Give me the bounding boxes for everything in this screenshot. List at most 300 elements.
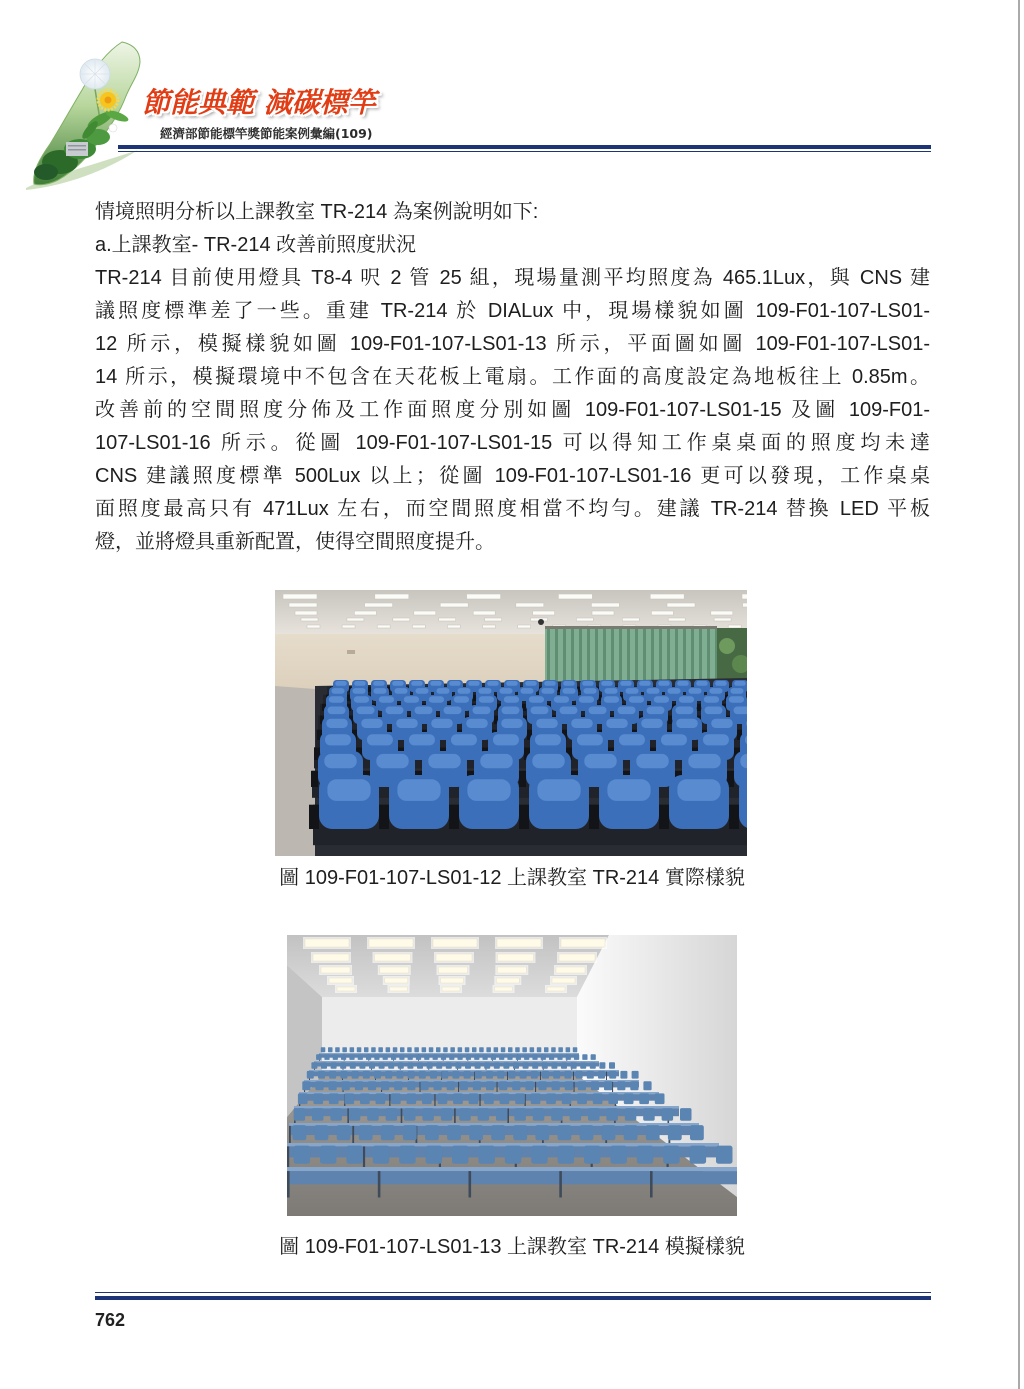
chair [357,1047,362,1052]
chair [464,1071,471,1079]
simulation-render [287,935,737,1216]
ceiling-light [390,987,408,991]
ceiling-light [485,618,502,621]
seat-highlight [734,681,746,686]
chair [646,1125,660,1140]
seat-highlight [332,688,345,694]
chair [388,1062,394,1069]
seat-highlight [379,696,394,702]
seat-highlight [386,707,404,715]
seat-highlight [589,707,607,715]
ceiling-light [442,987,460,991]
seat-highlight [563,688,576,694]
ceiling-light [414,611,436,615]
armrest [668,716,672,725]
chair [590,1062,596,1069]
chair [350,1062,356,1069]
chair [610,1146,627,1164]
chair [473,1081,481,1090]
seat-back [739,775,747,829]
chair [591,1081,599,1090]
chair [571,1062,577,1069]
desk-leg [401,1108,403,1124]
seat-highlight [668,688,681,694]
chair [359,1125,373,1140]
chair [513,1125,527,1140]
chair [541,1054,546,1060]
ceiling-light [576,618,593,621]
ceiling-light [622,618,639,621]
ceiling-light [473,611,495,615]
seat-highlight [579,696,594,702]
ceiling-light [561,939,605,947]
chair [558,1146,575,1164]
chair [624,1093,634,1104]
seat-highlight [544,681,556,686]
ceiling-light [321,967,350,973]
seat-highlight [397,779,440,801]
chair [690,1146,707,1164]
seat-highlight [536,719,558,728]
chair [564,1071,571,1079]
desk-leg [469,1171,472,1197]
chair [549,1054,554,1060]
chair [441,1071,448,1079]
armrest [659,805,669,829]
chair [497,1071,504,1079]
chair [422,1047,427,1052]
ceiling-light [742,594,747,599]
seat-highlight [582,681,594,686]
chair [452,1146,469,1164]
ceiling-light [668,618,685,621]
footer-rule-thick [95,1296,931,1300]
armrest [311,771,318,787]
ceiling-light [337,987,355,991]
figure-caption: 圖 109-F01-107-LS01-12 上課教室 TR-214 實際樣貌 [279,867,745,889]
chair [503,1062,509,1069]
chair [447,1081,455,1090]
chair [663,1146,680,1164]
desk-leg [606,1072,607,1082]
wall-vent [347,650,355,654]
seat-highlight [619,734,645,745]
chair [617,1081,625,1090]
chair [324,1054,329,1060]
seat-highlight [449,681,461,686]
chair [561,1062,567,1069]
desk-top [294,1106,679,1108]
seat-highlight [404,696,419,702]
seat-highlight [367,734,393,745]
seat-highlight [661,734,687,745]
chair [443,1047,448,1052]
seat-highlight [329,696,344,702]
chair [459,1108,471,1121]
ceiling-light [651,611,673,615]
ceiling-light [483,625,496,628]
body-line: 14 所示，模擬環境中不包含在天花板上電扇。工作面的高度設定為地板往上 0.85m。 [95,366,930,388]
desk-leg [454,1108,456,1124]
seat-highlight [502,707,520,715]
chair [475,1062,481,1069]
ceiling-light [714,618,731,621]
seat-highlight [677,681,689,686]
chair [505,1146,522,1164]
desk-panel [287,1171,737,1184]
ceiling-light [518,625,531,628]
chair [466,1054,471,1060]
chair [344,1093,354,1104]
seat-highlight [479,696,494,702]
classroom-photo [275,590,747,856]
chair [458,1054,463,1060]
chair [447,1125,461,1140]
seat-highlight [525,681,537,686]
seat-highlight [577,734,603,745]
seat-highlight [376,754,408,768]
seat-highlight [647,707,665,715]
seat-highlight [571,719,593,728]
body-text [95,196,930,559]
seat-highlight [563,681,575,686]
chair [606,1108,618,1121]
desk-leg [287,1171,290,1197]
chair [396,1071,403,1079]
chair [598,1071,605,1079]
chair [449,1054,454,1060]
footer-rule-thin [95,1292,931,1293]
body-line: TR-214 目前使用燈具 T8-4 呎 2 管 25 組，現場量測平均照度為 465.1Lux，與 CNS 建 [95,267,930,289]
body-line: 107-LS01-16 所示。從圖 109-F01-107-LS01-15 可以得知工作桌桌面的照度均未達 [95,432,930,454]
chair [469,1093,479,1104]
armrest [729,805,739,829]
seat-highlight [532,754,564,768]
chair [620,1071,627,1079]
chair [537,1047,542,1052]
chair [422,1093,432,1104]
ceiling-light [591,603,619,607]
desk-top [287,1167,737,1171]
seat-highlight [374,688,387,694]
chair [551,1047,556,1052]
chair [584,1146,601,1164]
seat-highlight [326,719,348,728]
seat-highlight [606,719,628,728]
desk-leg [507,1072,508,1082]
page-number: 762 [95,1310,126,1330]
armrest [347,695,350,701]
seat-highlight [734,707,748,715]
intro-line: 情境照明分析以上課教室 TR-214 為案例說明如下: [95,201,539,223]
chair [486,1071,493,1079]
ceiling-lights [303,937,607,993]
seat-highlight [636,754,668,768]
chair [453,1093,463,1104]
chair [609,1071,616,1079]
ceiling-light [380,967,409,973]
chair [553,1071,560,1079]
ceiling-light [516,603,544,607]
seat-highlight [467,779,510,801]
chair [368,1081,376,1090]
chair [450,1047,455,1052]
chair [420,1081,428,1090]
chair [680,1108,692,1121]
desk-leg [347,1108,349,1124]
chair [494,1047,499,1052]
chair [566,1047,571,1052]
ceiling-light [667,603,695,607]
chair [565,1081,573,1090]
seat-highlight [506,681,518,686]
chair [542,1062,548,1069]
chair [542,1071,549,1079]
body-line: 議照度標準差了一些。重建 TR-214 於 DIALux 中，現場樣貌如圖 109-F01-107-LS01- [95,300,930,322]
ceiling-light [498,954,534,961]
chair [465,1047,470,1052]
chair [342,1047,347,1052]
chair [352,1071,359,1079]
chair [530,1047,535,1052]
chair [514,1108,526,1121]
chair [408,1054,413,1060]
chair [500,1093,510,1104]
chair [551,1108,563,1121]
seat-highlight [451,734,477,745]
desk-panel [304,1082,639,1088]
chair [367,1108,379,1121]
chair [416,1054,421,1060]
seat-highlight [409,734,435,745]
chair [400,1047,405,1052]
ceiling-light [711,611,733,615]
chair [479,1047,484,1052]
seat-highlight [676,707,694,715]
seat-highlight [500,688,513,694]
ceiling-light [313,954,349,961]
seat-highlight [679,696,694,702]
ceiling-light [342,625,355,628]
ceiling-light [467,594,501,599]
desk-leg [559,1171,562,1197]
chair [425,1125,439,1140]
ceiling-light [558,594,592,599]
chair [417,1062,423,1069]
ceiling-light [552,978,575,983]
chair [436,1062,442,1069]
chair [355,1081,363,1090]
chair [604,1081,612,1090]
chair [335,1047,340,1052]
chair [293,1125,307,1140]
chair [513,1062,519,1069]
armrest [379,805,389,829]
desk-leg [574,1082,575,1093]
chair [478,1108,490,1121]
seat-highlight [629,696,644,702]
chair [378,1047,383,1052]
chair [484,1093,494,1104]
header-title: 節能典範 減碳標竿 [142,86,376,119]
chair [407,1047,412,1052]
chair [424,1054,429,1060]
desk-leg [458,1082,459,1093]
page-edge-line [1018,0,1020,1389]
seat-highlight [584,688,597,694]
seat-highlight [396,719,418,728]
chair [321,1047,326,1052]
chair [391,1093,401,1104]
chair [662,1108,674,1121]
ceiling-light [547,987,565,991]
chair [655,1093,665,1104]
ceiling-light [289,603,317,607]
chair [574,1054,579,1060]
body-line-last: 燈，並將燈具重新配置，使得空間照度提升。 [95,531,495,553]
seat-highlight [531,707,549,715]
desk-leg [352,1126,354,1144]
chair [535,1125,549,1140]
seat-highlight [415,707,433,715]
ceiling-light [354,611,376,615]
chair [331,1062,337,1069]
body-line: 改善前的空間照度分佈及工作面照度分別如圖 109-F01-107-LS01-15 及圖 109-F01- [95,399,930,421]
ceiling-light [377,625,390,628]
ceiling-light [495,987,513,991]
seat-highlight [327,779,370,801]
chair [578,1081,586,1090]
seat-highlight [480,754,512,768]
chair [349,1108,361,1121]
chair [328,1047,333,1052]
chair [508,1071,515,1079]
ceiling-light [728,625,741,628]
armrest [368,687,371,692]
chair [399,1054,404,1060]
chair [359,1062,365,1069]
chair [312,1108,324,1121]
seat-highlight [487,681,499,686]
ceiling-light [307,625,320,628]
seat-highlight [504,696,519,702]
chair [558,1047,563,1052]
chair [337,1125,351,1140]
chair [373,1146,390,1164]
seat-highlight [689,688,702,694]
chair [531,1093,541,1104]
armrest [519,771,526,787]
chair [515,1047,520,1052]
chair [386,1047,391,1052]
seat-highlight [704,696,719,702]
chair [429,1047,434,1052]
chair [491,1054,496,1060]
chair [430,1071,437,1079]
ceiling-light [365,603,393,607]
desk-leg [289,1126,291,1144]
seat-highlight [604,696,619,702]
chair [580,1125,594,1140]
seat-highlight [479,688,492,694]
seat-highlight [354,696,369,702]
chair [520,1071,527,1079]
desk-leg [573,1072,574,1082]
chair [630,1081,638,1090]
chair [346,1146,363,1164]
seat-highlight [444,707,462,715]
seat-highlight [428,754,460,768]
chair [379,1062,385,1069]
ceiling-light [433,939,477,947]
desk-leg [497,1082,498,1093]
chair [491,1125,505,1140]
seat-highlight [554,696,569,702]
chair [469,1125,483,1140]
seat-highlight [529,696,544,702]
chair [407,1062,413,1069]
chair [298,1093,308,1104]
chair [358,1054,363,1060]
chair [602,1125,616,1140]
chair [419,1071,426,1079]
ceiling-light [743,603,747,607]
chair [593,1093,603,1104]
chair [302,1081,310,1090]
ceiling-light [556,967,585,973]
chair [381,1081,389,1090]
chair [407,1081,415,1090]
seat-highlight [620,681,632,686]
chair [315,1081,323,1090]
chair [398,1062,404,1069]
seat-highlight [353,688,366,694]
ceiling-light [295,611,317,615]
seat-highlight [584,754,616,768]
ceiling-light [440,603,468,607]
white-flower-icon [109,124,117,132]
chair [573,1047,578,1052]
seat-highlight [688,754,720,768]
chair [576,1071,583,1079]
chair [385,1071,392,1079]
seat-highlight [639,681,651,686]
chair [404,1108,416,1121]
seat-highlight [729,696,744,702]
chair [609,1062,615,1069]
chair [340,1062,346,1069]
seat-highlight [325,734,351,745]
chair [433,1054,438,1060]
seat-highlight [411,681,423,686]
desk-leg [363,1146,365,1168]
chair [507,1054,512,1060]
seat-highlight [696,681,708,686]
ceiling-light [329,978,352,983]
header-rule-thin [118,151,931,152]
seat-highlight [392,681,404,686]
chair [436,1047,441,1052]
ceiling-light [650,594,684,599]
seat-highlight [466,719,488,728]
seat-highlight [354,681,366,686]
chair [455,1062,461,1069]
chair [374,1054,379,1060]
chair [486,1047,491,1052]
armrest [309,805,319,829]
chair [374,1071,381,1079]
chair [551,1062,557,1069]
